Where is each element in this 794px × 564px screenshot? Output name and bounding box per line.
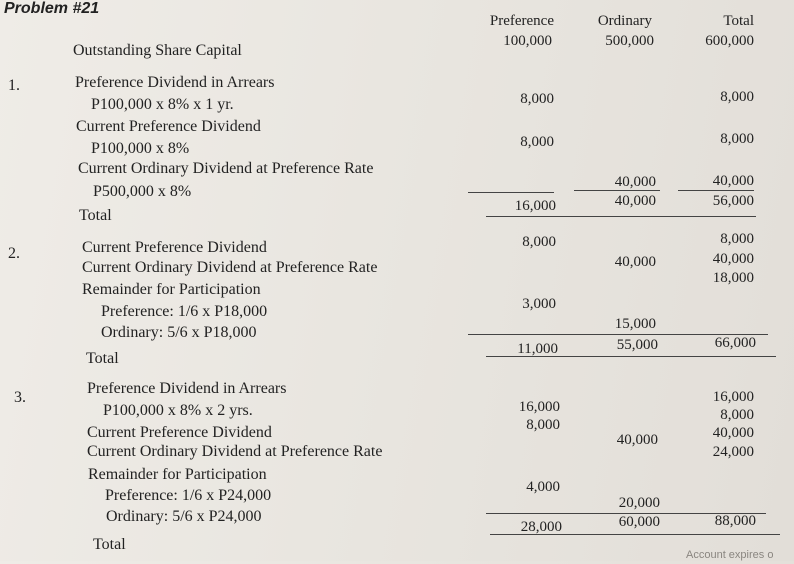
header-total: Total — [723, 13, 754, 29]
account-expires-notice: Account expires o — [686, 549, 774, 561]
s2-line-total: Total — [86, 350, 119, 367]
s1-line-current-pref-calc: P100,000 x 8% — [91, 140, 190, 157]
s2-total-current-ord: 40,000 — [712, 251, 754, 267]
s3-grand-total: 88,000 — [714, 513, 756, 529]
s3-pref-arrears: 16,000 — [518, 399, 560, 415]
s1-total-current: 8,000 — [720, 131, 754, 147]
s2-ord-current: 40,000 — [614, 254, 656, 270]
s1-line-arrears: Preference Dividend in Arrears — [75, 74, 275, 91]
s1-total-rule — [486, 216, 756, 217]
s3-line-current-ord: Current Ordinary Dividend at Preference Rate — [87, 443, 383, 460]
header-preference: Preference — [489, 13, 554, 29]
section-2-number: 2. — [8, 245, 20, 262]
s1-pref-current: 8,000 — [520, 134, 554, 150]
s1-total-underline — [678, 190, 754, 191]
s2-pref-total: 11,000 — [517, 341, 558, 357]
s2-pref-current: 8,000 — [522, 234, 556, 250]
s3-line-ord-share: Ordinary: 5/6 x P24,000 — [106, 508, 262, 525]
s3-line-arrears: Preference Dividend in Arrears — [87, 380, 287, 397]
s1-pref-total: 16,000 — [514, 198, 556, 214]
s1-pref-underline — [468, 192, 554, 193]
s1-line-current-ord-calc: P500,000 x 8% — [93, 183, 192, 200]
s1-total-ord-current: 40,000 — [712, 173, 754, 189]
s1-line-total: Total — [79, 207, 112, 224]
s1-grand-total: 56,000 — [712, 193, 754, 209]
header-ordinary: Ordinary — [597, 13, 652, 29]
s3-line-remainder: Remainder for Participation — [88, 466, 267, 483]
s2-grand-total: 66,000 — [714, 335, 756, 351]
s1-line-current-ord: Current Ordinary Dividend at Preference Rate — [78, 160, 374, 177]
s3-line-current-pref: Current Preference Dividend — [87, 424, 272, 441]
problem-title: Problem #21 — [4, 0, 100, 17]
header-total-capital: 600,000 — [705, 33, 754, 49]
s1-line-current-pref: Current Preference Dividend — [76, 118, 261, 135]
header-preference-capital: 100,000 — [503, 33, 552, 49]
s1-line-arrears-calc: P100,000 x 8% x 1 yr. — [91, 96, 234, 113]
s3-total-current-ord: 40,000 — [712, 425, 754, 441]
s1-ord-total: 40,000 — [614, 193, 656, 209]
section-3-number: 3. — [14, 389, 26, 406]
s3-ord-total: 60,000 — [618, 514, 660, 530]
s2-ord-participation: 15,000 — [614, 316, 656, 332]
s2-line-remainder: Remainder for Participation — [82, 281, 261, 298]
section-1-number: 1. — [8, 77, 20, 94]
outstanding-share-capital-label: Outstanding Share Capital — [73, 42, 242, 59]
s2-total-current-pref: 8,000 — [720, 231, 754, 247]
s3-ord-current: 40,000 — [616, 432, 658, 448]
s2-ord-total: 55,000 — [616, 337, 658, 353]
s3-total-arrears: 16,000 — [712, 389, 754, 405]
header-ordinary-capital: 500,000 — [605, 33, 654, 49]
s1-ord-current: 40,000 — [614, 174, 656, 190]
s2-total-remainder: 18,000 — [712, 270, 754, 286]
s2-line-current-pref: Current Preference Dividend — [82, 239, 267, 256]
s1-ord-underline — [574, 190, 660, 191]
s3-line-total: Total — [93, 536, 126, 553]
s2-line-ord-share: Ordinary: 5/6 x P18,000 — [101, 324, 257, 341]
s2-total-rule-bottom — [486, 356, 776, 357]
s1-total-arrears: 8,000 — [720, 89, 754, 105]
s3-line-pref-share: Preference: 1/6 x P24,000 — [105, 487, 272, 504]
s3-total-remainder: 24,000 — [712, 444, 754, 460]
s3-pref-participation: 4,000 — [526, 479, 560, 495]
s3-total-current-pref: 8,000 — [720, 407, 754, 423]
s2-line-current-ord: Current Ordinary Dividend at Preference Rate — [82, 259, 378, 276]
s3-line-arrears-calc: P100,000 x 8% x 2 yrs. — [103, 402, 253, 419]
s3-total-rule-bottom — [490, 534, 780, 535]
s3-pref-current: 8,000 — [526, 417, 560, 433]
s2-pref-participation: 3,000 — [522, 296, 556, 312]
s3-ord-participation: 20,000 — [618, 495, 660, 511]
s3-pref-total: 28,000 — [520, 519, 562, 535]
s1-pref-arrears: 8,000 — [520, 91, 554, 107]
s2-line-pref-share: Preference: 1/6 x P18,000 — [101, 303, 268, 320]
